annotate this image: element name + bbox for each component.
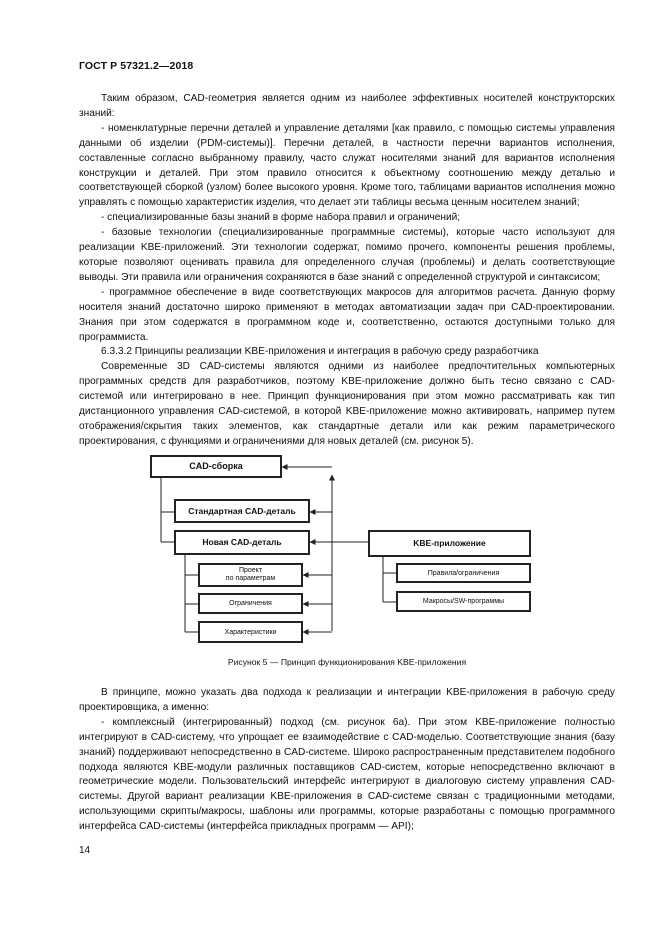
box-design-by-parameters-line-1: Проект: [238, 567, 263, 574]
document-code: ГОСТ Р 57321.2—2018: [79, 60, 194, 72]
box-kbe-application: KBE-приложение: [413, 538, 486, 548]
box-standard-part: Стандартная CAD-деталь: [188, 505, 296, 516]
paragraph: - номенклатурные перечни деталей и управление деталями [как правило, с помощью системы управления данными об изделии (PDM-системы)]. Перечни деталей, в частности перечни вариантов исполнения, составленные согласно выбранному правилу, часто служат носителями знаний для вариантов исполнения конструкции и деталей. При этом правило относится к объектному соотношению между деталью и соответствующей сборкой (узлом) более высокого уровня. Кроме того, таблицами вариантов исполнения можно управлять с помощью характеристик изделия, что делает эти таблицы весьма ценным носителем знаний;: [79, 122, 615, 209]
paragraph: Таким образом, CAD-геометрия является одним из наиболее эффективных носителей конструкторских знаний:: [79, 93, 615, 119]
page-number: 14: [79, 845, 91, 856]
paragraph: - базовые технологии (специализированные программные системы), которые часто используют для реализации KBE-приложений. Эти технологии содержат, помимо прочего, компоненты решения проблемы, которые позволяют оценивать правила для определенного случая (проблемы) и делать соответствующие выводы. Эти правила или ограничения сохраняются в базе знаний с определенной структурой и синтаксисом;: [79, 227, 615, 283]
section-heading: 6.3.3.2 Принципы реализации KBE-приложения и интеграция в рабочую среду разработчика: [101, 346, 539, 358]
figure-5-diagram: [150, 431, 540, 646]
box-design-by-parameters-line-2: по параметрам: [225, 575, 276, 582]
box-design-by-parameters: [199, 564, 302, 586]
paragraph: Современные 3D CAD-системы являются одними из наиболее предпочтительных компьютерных программных средств для разработчиков, поэтому KBE-приложение должно быть тесно связано с CAD-системой или интегрировано в нее. Принцип функционирования при этом можно рассматривать как тип дистанционного управления CAD-системой, в которой KBE-приложение можно активировать, например путем отображения/скрытия таких элементов, как стандартные детали или как режим параметрического проектирования, с функциями и ограничениями для новых деталей (см. рисунок 5).: [79, 361, 615, 447]
paragraph: - программное обеспечение в виде соответствующих макросов для алгоритмов расчета. Данную форму носителя знаний достаточно широко применяют в методах автоматизации задач при CAD-проектировании. Знания при этом содержатся в программном коде и, соответственно, остаются доступными только для программиста.: [79, 286, 615, 343]
body-text-top: [79, 92, 615, 450]
box-constraints: Ограничения: [229, 600, 272, 607]
paragraph: - специализированные базы знаний в форме набора правил и ограничений;: [101, 212, 461, 224]
box-features: Характеристики: [224, 628, 277, 636]
box-rules-constraints: Правила/ограничения: [427, 569, 500, 577]
body-text-bottom: [79, 686, 615, 835]
paragraph: В принципе, можно указать два подхода к реализации и интеграции KBE-приложения в рабочую среду проектировщика, а именно:: [79, 687, 615, 713]
figure-caption: Рисунок 5 — Принцип функционирования KBE-приложения: [227, 657, 467, 667]
box-macros-sw: Макросы/SW-программы: [422, 598, 505, 605]
box-cad-assembly: CAD-сборка: [189, 461, 243, 471]
box-new-part: Новая CAD-деталь: [202, 537, 282, 547]
paragraph: - комплексный (интегрированный) подход (см. рисунок 6а). При этом KBE-приложение полностью интегрируют в CAD-систему, что упрощает ее взаимодействие с CAD-моделью. Соответствующие знания (базу знаний) поддерживают непосредственно в CAD-системе. Широко распространенным представителем подобного подхода являются KBE-модули различных поставщиков CAD-систем, которые непосредственно включают в геометрические модели. Пользовательский интерфейс интегрируют в диалоговую систему управления CAD-системы. Другой вариант реализации KBE-приложения в CAD-системе связан с традиционными методами, использующими скрипты/макросы, шаблоны или программы, которые разработаны с помощью программного интерфейса CAD-системы (интерфейса прикладных программ — API);: [79, 716, 615, 833]
